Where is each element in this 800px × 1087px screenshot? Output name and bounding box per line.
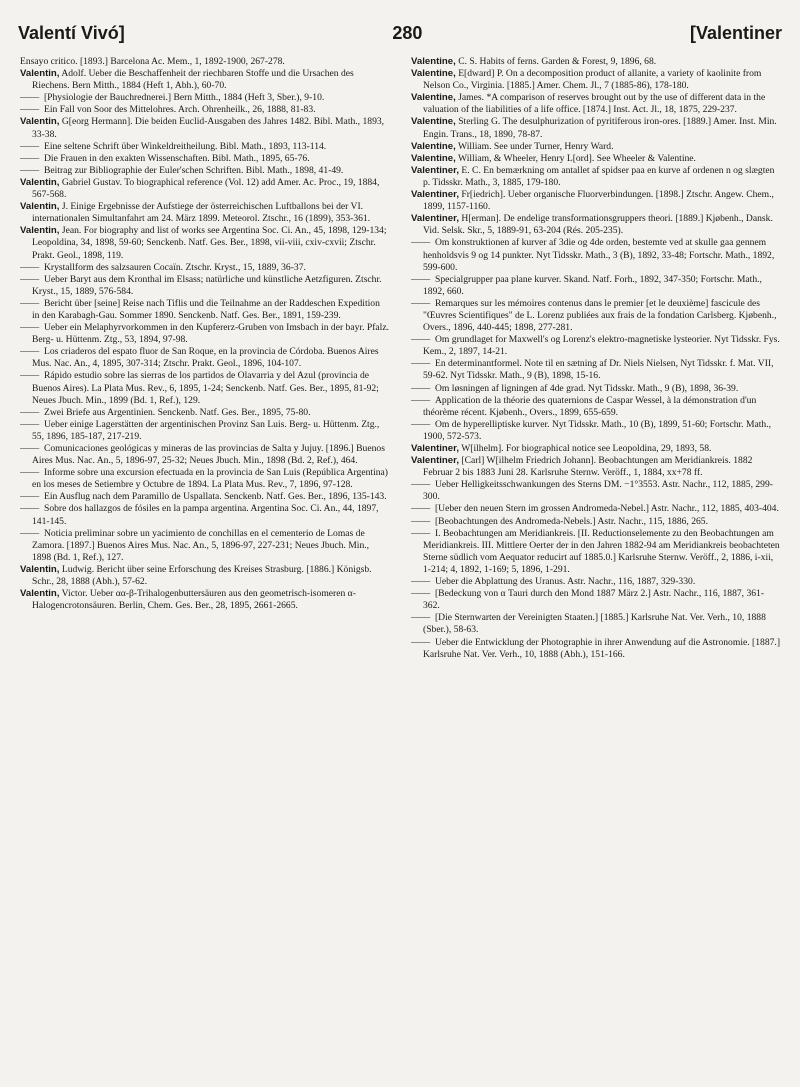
entry-author: Valentine, xyxy=(411,116,456,128)
bibliography-entry xyxy=(411,165,780,189)
entry-text: W[ilhelm]. For biographical notice see Leopoldina, 29, 1893, 58. xyxy=(459,443,712,454)
bibliography-entry xyxy=(411,116,780,140)
bibliography-entry xyxy=(411,213,780,237)
bibliography-subentry: —— Ueber die Abplattung des Uranus. Astr. Nachr., 116, 1887, 329-330. xyxy=(411,576,780,588)
bibliography-subentry: —— Zwei Briefe aus Argentinien. Senckenb. Natf. Ges. Ber., 1895, 75-80. xyxy=(20,407,389,419)
header-right: [Valentiner xyxy=(689,23,782,43)
bibliography-subentry: —— [Bedeckung von α Tauri durch den Mond 1887 März 2.] Astr. Nachr., 116, 1887, 361-362. xyxy=(411,588,780,612)
bibliography-subentry: —— Om grundlaget for Maxwell's og Lorenz's elektro-magnetiske lysteorier. Nyt Tidsskr. Fys. Kem., 2, 1897, 14-21. xyxy=(411,334,780,358)
bibliography-subentry: —— [Ueber den neuen Stern im grossen Andromeda-Nebel.] Astr. Nachr., 112, 1885, 403-404. xyxy=(411,503,780,515)
bibliography-subentry: —— Los criaderos del espato fluor de San Roque, en la provincia de Córdoba. Buenos Aires Mus. Nac. An., 4, 1895, 307-314; Ztschr. Prakt. Geol., 1896, 104-107. xyxy=(20,346,389,370)
bibliography-subentry: —— [Physiologie der Bauchrednerei.] Bern Mitth., 1884 (Heft 3, Sber.), 9-10. xyxy=(20,92,389,104)
bibliography-entry xyxy=(411,92,780,116)
bibliography-subentry: —— Die Frauen in den exakten Wissenschaften. Bibl. Math., 1895, 65-76. xyxy=(20,153,389,165)
bibliography-subentry: —— Informe sobre una excursion efectuada en la provincia de San Luis (República Argentina) en los meses de Setiembre y Octubre de 1894. La Plata Mus. Rev., 7, 1896, 97-128. xyxy=(20,467,389,491)
bibliography-subentry: —— Eine seltene Schrift über Winkeldreitheilung. Bibl. Math., 1893, 113-114. xyxy=(20,141,389,153)
bibliography-subentry: —— Rápido estudio sobre las sierras de los partidos de Olavarria y del Azul (provincia de Buenos Aires). La Plata Mus. Rev., 6, 1895, 1-24; Senckenb. Natf. Ges. Ber., 1895, 81-92; Neues Jbuch. Min., 1899 (Bd. 1, Ref.), 129. xyxy=(20,370,389,406)
bibliography-subentry: —— Ueber Helligkeitsschwankungen des Sterns DM. −1°3553. Astr. Nachr., 112, 1885, 299-300. xyxy=(411,479,780,503)
bibliography-subentry: —— [Beobachtungen des Andromeda-Nebels.] Astr. Nachr., 115, 1886, 265. xyxy=(411,516,780,528)
bibliography-subentry: —— Noticia preliminar sobre un yacimiento de conchillas en el cementerio de Lomas de Zamora. [1897.] Buenos Aires Mus. Nac. An., 5, 1896-97, 227-231; Neues Jbuch. Min., 1898 (Bd. 1, Ref.), 127. xyxy=(20,528,389,564)
bibliography-entry xyxy=(411,189,780,213)
entry-author: Valentin, xyxy=(20,116,60,128)
entry-text: H[erman]. De endelige transformationsgruppers theori. [1889.] Kjøbenh., Dansk. Vid. Selsk. Skr., 5, 1889-91, 63-204 (Rés. 205-235). xyxy=(423,213,773,237)
entry-text: C. S. Habits of ferns. Garden & Forest, 9, 1896, 68. xyxy=(455,56,657,67)
entry-author: Valentine, xyxy=(411,68,456,80)
right-column xyxy=(411,56,780,1079)
bibliography-entry xyxy=(411,443,780,455)
bibliography-subentry: —— [Die Sternwarten der Vereinigten Staaten.] [1885.] Karlsruhe Nat. Ver. Verh., 10, 1888 (Sber.), 58-63. xyxy=(411,612,780,636)
entry-author: Valentin, xyxy=(20,563,60,575)
bibliography-entry xyxy=(411,141,780,153)
bibliography-entry xyxy=(20,68,389,92)
entry-text: G[eorg Hermann]. Die beiden Euclid-Ausgaben des Jahres 1482. Bibl. Math., 1893, 33-38. xyxy=(32,116,385,140)
page-number: 280 xyxy=(392,23,423,43)
bibliography-subentry: —— Ueber die Entwicklung der Photographie in ihrer Anwendung auf die Astronomie. [1887.] Karlsruhe Nat. Ver. Verh., 10, 1888 (Abh.), 151-166. xyxy=(411,637,780,661)
page-header xyxy=(18,0,782,48)
entry-text: E[dward] P. On a decomposition product of allanite, a variety of kaolinite from Nelson Co., Virginia. [1885.] Amer. Chem. Jl., 7 (1885-86), 178-180. xyxy=(423,68,762,92)
left-column xyxy=(20,56,389,1079)
bibliography-subentry: —— Ein Ausflug nach dem Paramillo de Uspallata. Senckenb. Natf. Ges. Ber., 1896, 135-143. xyxy=(20,491,389,503)
bibliography-entry xyxy=(411,68,780,92)
entry-author: Valentin, xyxy=(20,201,60,213)
bibliography-subentry: —— Om de hyperelliptiske kurver. Nyt Tidsskr. Math., 10 (B), 1899, 51-60; Fortschr. Math., 1900, 572-573. xyxy=(411,419,780,443)
bibliography-subentry: —— Om konstruktionen af kurver af 3die og 4de orden, bestemte ved at skulle gaa gennem henholdsvis 9 og 14 punkter. Nyt Tidsskr. Math., 3 (B), 1892, 33-48; Fortschr. Math., 1892, 599-600. xyxy=(411,237,780,273)
entry-author: Valentiner, xyxy=(411,213,459,225)
entry-text: J. Einige Ergebnisse der Aufstiege der österreichischen Luftballons bei der VI. internationalen Simultanfahrt am 24. März 1899. Meteorol. Ztschr., 16 (1899), 353-361. xyxy=(32,201,371,225)
entry-author: Valentine, xyxy=(411,140,456,152)
entry-text: [Carl] W[ilhelm Friedrich Johann]. Beobachtungen am Meridiankreis. 1882 Februar 2 bis 1883 Juni 28. Karlsruhe Sternw. Veröff., 1, 1884, xx+78 ff. xyxy=(423,455,753,479)
bibliography-entry xyxy=(411,455,780,479)
entry-author: Valentiner, xyxy=(411,443,459,454)
entry-author: Valentine, xyxy=(411,152,456,164)
bibliography-entry xyxy=(20,116,389,140)
entry-text: Victor. Ueber αα-β-Trihalogenbuttersäuren aus den geometrisch-isomeren α-Halogencrotonsäuren. Berlin, Chem. Ges. Ber., 28, 1895, 2661-2665. xyxy=(32,588,356,612)
bibliography-subentry: —— Beitrag zur Bibliographie der Euler'schen Schriften. Bibl. Math., 1898, 41-49. xyxy=(20,165,389,177)
entry-author: Valentin, xyxy=(20,588,60,600)
entry-text: E. C. En bemærkning om antallet af spidser paa en kurve af ordenen n og slægten p. Tidsskr. Math., 3, 1885, 179-180. xyxy=(423,164,775,188)
entry-text: James. *A comparison of reserves brought out by the use of different data in the valuation of the liabilities of a life office. [1874.] Inst. Act. Jl., 18, 1875, 229-237. xyxy=(423,92,766,116)
bibliography-subentry: —— Application de la théorie des quaternions de Caspar Wessel, à la démonstration d'un théorème récent. Kjøbenh., Overs., 1899, 655-659. xyxy=(411,395,780,419)
entry-text: Fr[iedrich]. Ueber organische Fluorverbindungen. [1898.] Ztschr. Angew. Chem., 1899, 1157-1160. xyxy=(423,189,774,213)
entry-author: Valentin, xyxy=(20,225,60,237)
entry-text: Gabriel Gustav. To biographical reference (Vol. 12) add Amer. Ac. Proc., 19, 1884, 567-568. xyxy=(32,176,380,201)
bibliography-subentry: —— Comunicaciones geológicas y mineras de las provincias de Salta y Jujuy. [1896.] Buenos Aires Mus. Nac. An., 5, 1896-97, 25-32; Neues Jbuch. Min., 1898 (Bd. 2, Ref.), 464. xyxy=(20,443,389,467)
entry-author: Valentiner, xyxy=(411,455,459,467)
bibliography-entry xyxy=(411,56,780,68)
entry-author: Valentine, xyxy=(411,92,456,104)
entry-text: Adolf. Ueber die Beschaffenheit der riechbaren Stoffe und die Ursachen des Riechens. Bern Mitth., 1884 (Heft 1, Abh.), 60-70. xyxy=(32,68,354,92)
entry-author: Valentin, xyxy=(20,176,60,188)
header-left: Valentí Vivó] xyxy=(18,23,125,43)
entry-text: Jean. For biography and list of works see Argentina Soc. Ci. An., 45, 1898, 129-134; Leopoldina, 34, 1898, 59-60; Senckenb. Natf. Ges. Ber., 1898, vii-viii, cxiv-cxvii; Ztschr. Prakt. Geol., 1898, 119. xyxy=(32,225,387,261)
entry-author: Valentiner, xyxy=(411,164,459,176)
bibliography-subentry: —— Ueber einige Lagerstätten der argentinischen Provinz San Luis. Berg- u. Hüttenm. Ztg., 55, 1896, 185-187, 217-219. xyxy=(20,419,389,443)
entry-text: William, & Wheeler, Henry L[ord]. See Wheeler & Valentine. xyxy=(455,152,696,164)
bibliography-subentry: —— Ueber Baryt aus dem Kronthal im Elsass; natürliche und künstliche Aetzfiguren. Ztschr. Kryst., 15, 1889, 576-584. xyxy=(20,274,389,298)
bibliography-entry xyxy=(20,225,389,261)
bibliography-subentry: —— Ueber ein Melaphyrvorkommen in den Kupfererz-Gruben von Imsbach in der bayr. Pfalz. Berg- u. Hüttenm. Ztg., 53, 1894, 97-98. xyxy=(20,322,389,346)
bibliography-entry xyxy=(411,153,780,165)
columns xyxy=(20,56,780,1079)
bibliography-subentry: —— Ein Fall von Soor des Mittelohres. Arch. Ohrenheilk., 26, 1888, 81-83. xyxy=(20,104,389,116)
entry-author: Valentiner, xyxy=(411,189,459,201)
bibliography-entry xyxy=(20,201,389,225)
bibliography-subentry: —— En determinantformel. Note til en sætning af Dr. Niels Nielsen, Nyt Tidsskr. f. Mat. VII, 59-62. Nyt Tidsskr. Math., 9 (B), 1898, 15-16. xyxy=(411,358,780,382)
bibliography-subentry: —— Bericht über [seine] Reise nach Tiflis und die Teilnahme an der Raddeschen Expedition in den Karabagh-Gau. Sommer 1890. Senckenb. Natf. Ges. Ber., 1891, 159-239. xyxy=(20,298,389,322)
entry-text: Sterling G. The desulphurization of pyritiferous iron-ores. [1889.] Amer. Inst. Min. Engin. Trans., 18, 1890, 78-87. xyxy=(423,116,777,140)
bibliography-entry xyxy=(20,564,389,588)
bibliography-subentry: —— Remarques sur les mémoires contenus dans le premier [et le deuxième] fascicule des "Œuvres Scientifiques" de L. Lorenz publiées aux frais de la fondation Carlsberg. Kjøbenh., Overs., 1896, 440-445; 1898, 277-281. xyxy=(411,298,780,334)
bibliography-subentry: —— I. Beobachtungen am Meridiankreis. [II. Reductionselemente zu den Beobachtungen am Meridiankreis. III. Mittlere Oerter der in den Jahren 1882-94 am Meridiankreis beobachteten Sterne südlich vom Aequator reducirt auf 1885.0.] Karlsruhe Sternw. Veröff., 2, 1886, i-xii, 1-214; 4, 1892, 1-169; 5, 1896, 1-291. xyxy=(411,528,780,576)
entry-author: Valentine, xyxy=(411,56,456,67)
bibliography-continuation: Ensayo critico. [1893.] Barcelona Ac. Mem., 1, 1892-1900, 267-278. xyxy=(20,56,285,67)
bibliography-entry xyxy=(20,177,389,201)
bibliography-subentry: —— Krystallform des salzsauren Cocaïn. Ztschr. Kryst., 15, 1889, 36-37. xyxy=(20,262,389,274)
bibliography-entry xyxy=(20,588,389,612)
entry-author: Valentin, xyxy=(20,68,60,80)
entry-text: Ludwig. Bericht über seine Erforschung des Kreises Strasburg. [1886.] Königsb. Schr., 28, 1888 (Abh.), 57-62. xyxy=(32,563,372,588)
entry-text: William. See under Turner, Henry Ward. xyxy=(455,140,614,152)
bibliography-subentry: —— Sobre dos hallazgos de fósiles en la pampa argentina. Argentina Soc. Ci. An., 44, 1897, 141-145. xyxy=(20,503,389,527)
bibliography-subentry: —— Om løsningen af ligningen af 4de grad. Nyt Tidsskr. Math., 9 (B), 1898, 36-39. xyxy=(411,383,780,395)
bibliography-subentry: —— Specialgrupper paa plane kurver. Skand. Natf. Forh., 1892, 347-350; Fortschr. Math., 1892, 660. xyxy=(411,274,780,298)
